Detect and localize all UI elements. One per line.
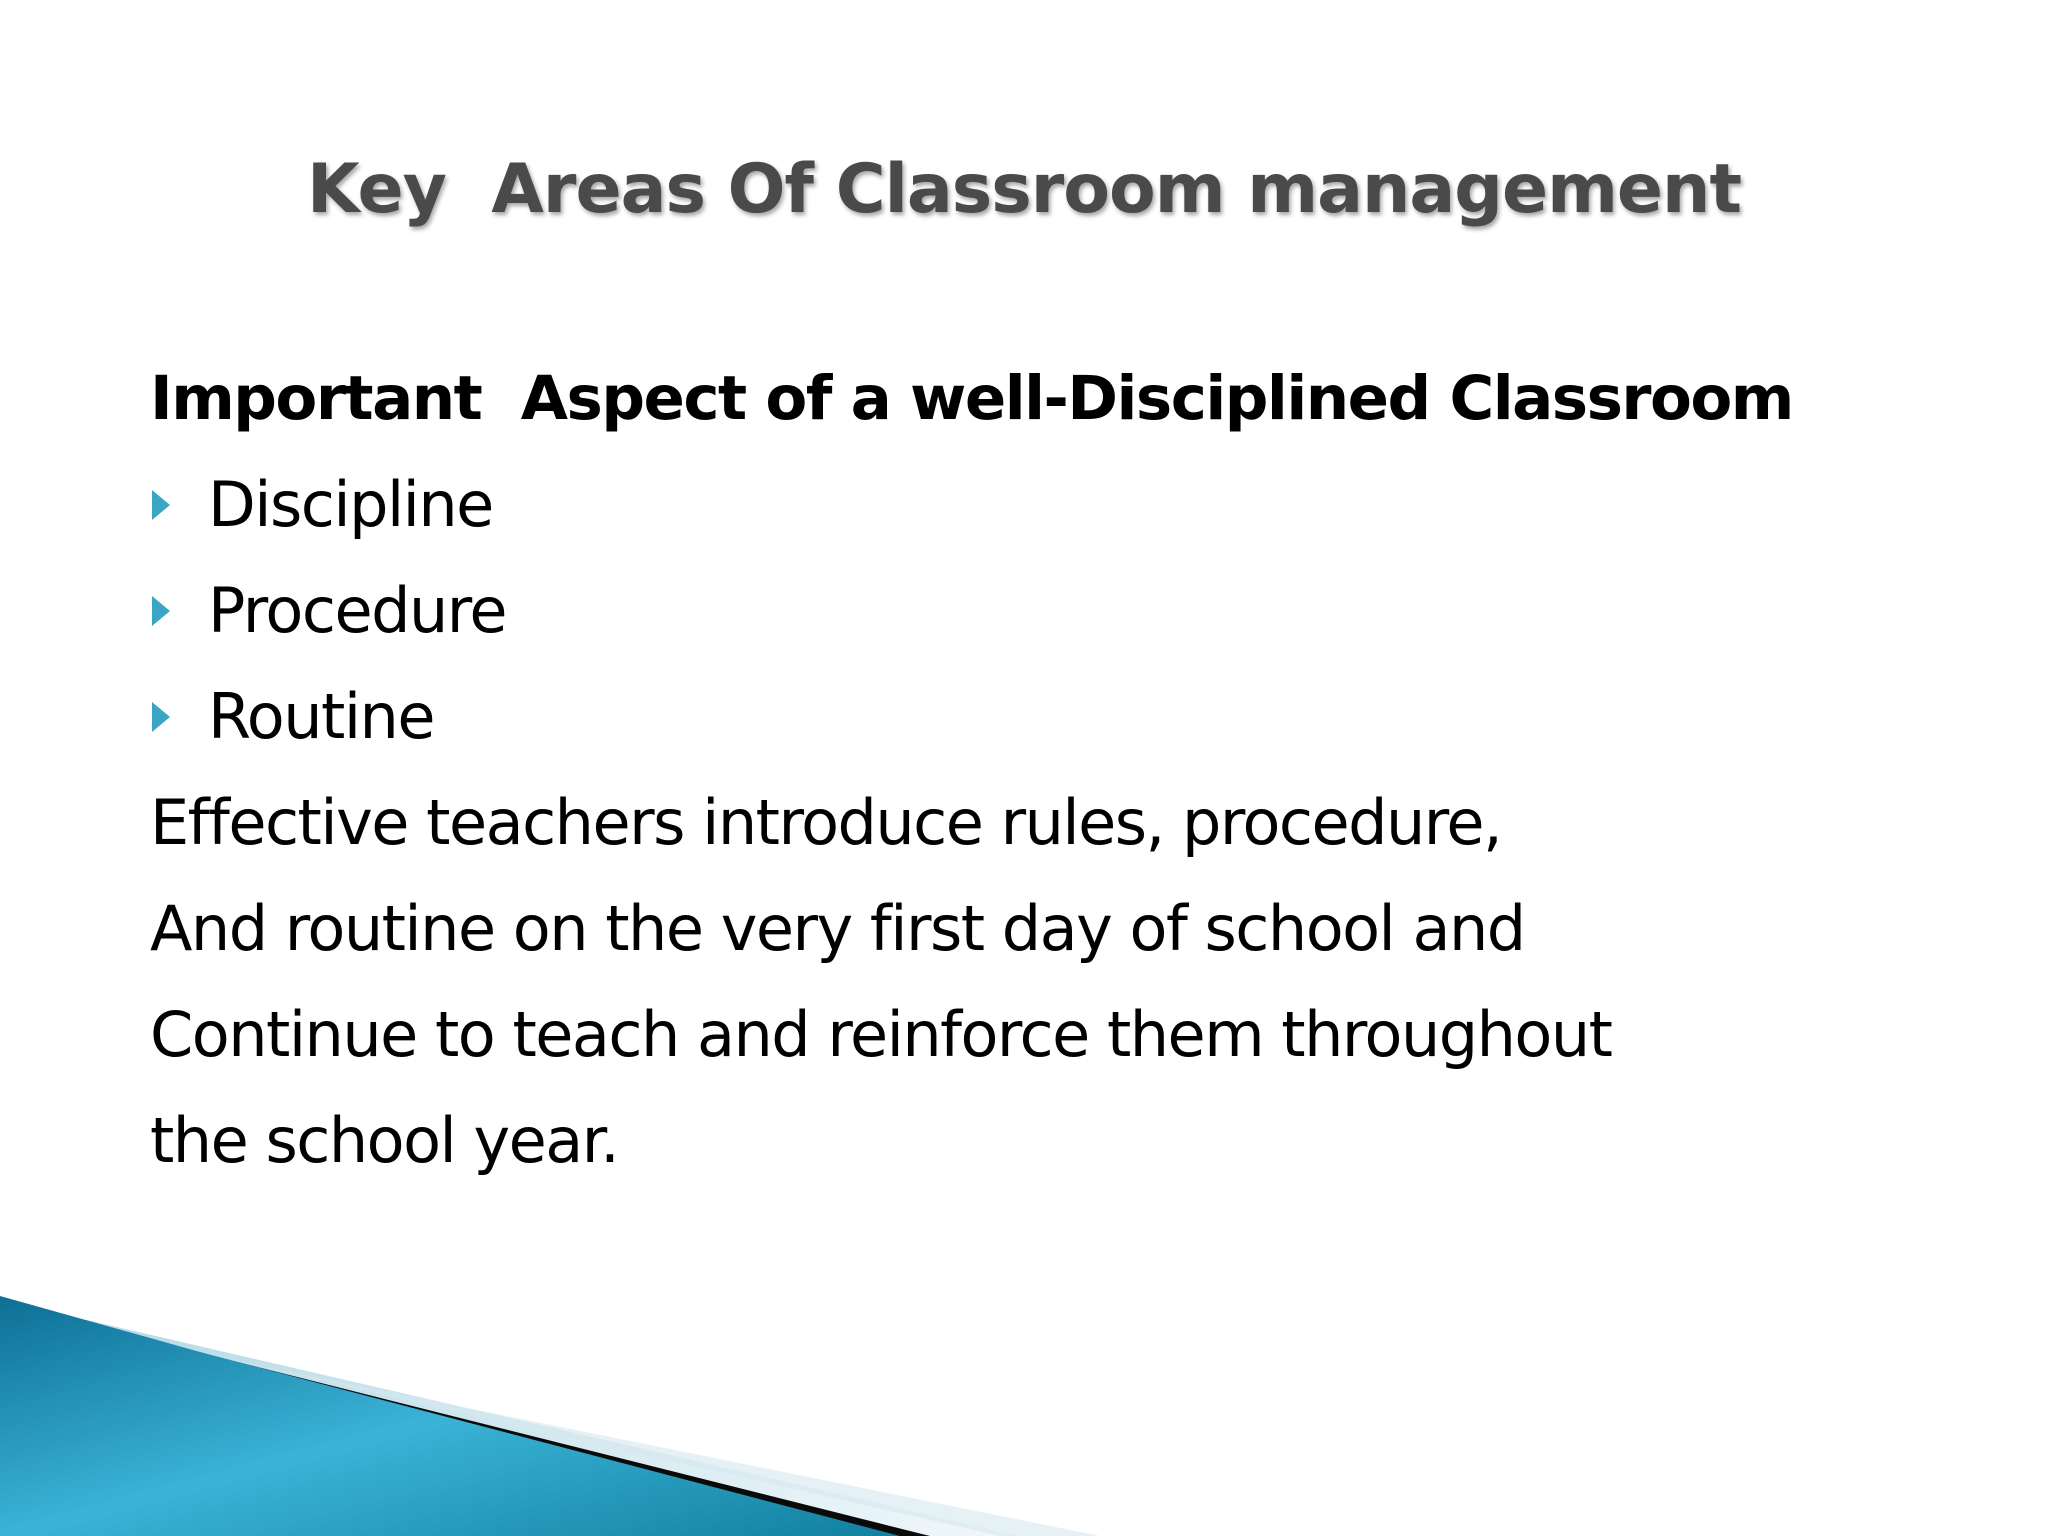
- bullet-item: [150, 558, 1950, 664]
- triangle-bullet-icon: [150, 558, 208, 664]
- section-heading: Important Aspect of a well-Disciplined Classroom: [150, 363, 1793, 434]
- bullet-label: Procedure: [208, 574, 507, 647]
- bullet-item: [150, 452, 1950, 558]
- paragraph-line: And routine on the very first day of school and: [150, 892, 1525, 965]
- bullet-label: Routine: [208, 680, 434, 753]
- paragraph-line: Effective teachers introduce rules, procedure,: [150, 786, 1502, 859]
- triangle-bullet-icon: [150, 452, 208, 558]
- slide-body: [150, 346, 1950, 1194]
- slide-title: Key Areas Of Classroom management: [307, 150, 1741, 229]
- bullet-item: [150, 664, 1950, 770]
- paragraph-line: the school year.: [150, 1104, 619, 1177]
- triangle-bullet-icon: [150, 664, 208, 770]
- bullet-label: Discipline: [208, 468, 493, 541]
- paragraph-line: Continue to teach and reinforce them throughout: [150, 998, 1612, 1071]
